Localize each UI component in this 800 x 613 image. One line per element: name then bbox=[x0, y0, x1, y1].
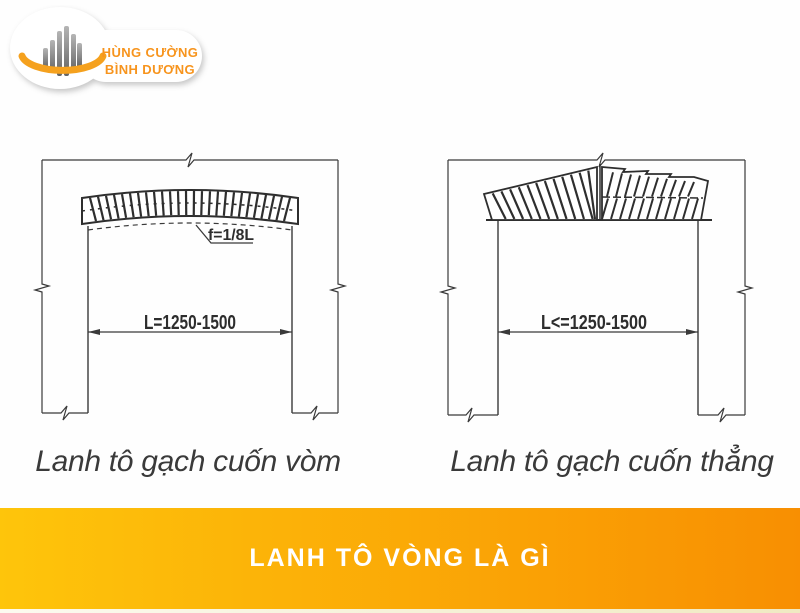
left-dimension-label: L=1250-1500 bbox=[144, 312, 236, 334]
banner-bottom-strip bbox=[0, 609, 800, 613]
straight-lintel-diagram bbox=[441, 153, 752, 422]
banner-title: LANH TÔ VÒNG LÀ GÌ bbox=[249, 544, 551, 572]
arched-lintel-diagram bbox=[35, 153, 345, 420]
rise-label: f=1/8L bbox=[208, 227, 255, 244]
company-logo bbox=[0, 5, 210, 100]
caption-straight-lintel: Lanh tô gạch cuốn thẳng bbox=[450, 445, 774, 478]
caption-arched-lintel: Lanh tô gạch cuốn vòm bbox=[35, 445, 341, 478]
right-dimension-label: L<=1250-1500 bbox=[541, 312, 647, 334]
lintel-diagrams bbox=[0, 140, 800, 440]
logo-text-line2: BÌNH DƯƠNG bbox=[104, 62, 196, 77]
logo-text-line1: HÙNG CƯỜNG bbox=[101, 45, 199, 60]
title-banner bbox=[0, 508, 800, 609]
